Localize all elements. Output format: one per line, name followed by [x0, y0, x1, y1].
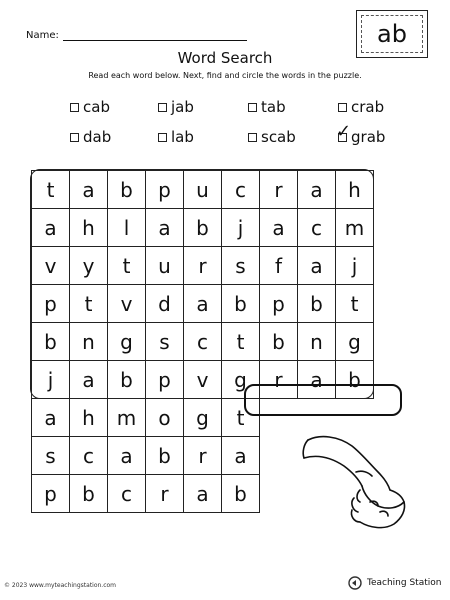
grid-cell[interactable]: g	[107, 322, 146, 361]
name-field[interactable]	[63, 30, 247, 41]
grid-cell[interactable]: a	[107, 436, 146, 475]
grid-cell[interactable]: p	[31, 474, 70, 513]
word-item-crab	[338, 98, 384, 116]
grid-cell[interactable]: c	[297, 208, 336, 247]
word-label: tab	[261, 98, 286, 116]
grid-cell[interactable]: u	[183, 170, 222, 209]
checkbox-scab[interactable]	[248, 133, 257, 142]
grid-cell[interactable]: b	[31, 322, 70, 361]
grid-cell[interactable]: y	[69, 246, 108, 285]
word-label: dab	[83, 128, 112, 146]
word-list	[0, 98, 450, 154]
grid-cell[interactable]: a	[145, 208, 184, 247]
name-label: Name:	[26, 30, 59, 41]
grid-cell[interactable]: m	[335, 208, 374, 247]
word-item-cab	[70, 98, 110, 116]
grid-cell[interactable]: n	[69, 322, 108, 361]
grid-cell[interactable]: a	[297, 246, 336, 285]
grid-cell[interactable]: g	[335, 322, 374, 361]
grid-cell[interactable]: c	[69, 436, 108, 475]
footer-copyright: © 2023 www.myteachingstation.com	[4, 582, 117, 589]
word-label: lab	[171, 128, 194, 146]
word-item-tab	[248, 98, 286, 116]
grid-cell[interactable]: b	[297, 284, 336, 323]
checkbox-grab[interactable]	[336, 120, 352, 142]
grid-cell[interactable]: r	[183, 436, 222, 475]
word-label: cab	[83, 98, 110, 116]
grid-cell[interactable]: g	[221, 360, 260, 399]
grid-cell[interactable]: j	[31, 360, 70, 399]
grid-cell[interactable]: p	[31, 284, 70, 323]
grid-cell[interactable]: r	[259, 360, 298, 399]
grid-cell[interactable]: b	[107, 170, 146, 209]
grid-cell[interactable]: m	[107, 398, 146, 437]
name-row	[26, 30, 247, 41]
circled-word-oval	[244, 384, 402, 416]
holding-hands-illustration	[298, 428, 418, 538]
grid-cell[interactable]: c	[107, 474, 146, 513]
grid-cell[interactable]: t	[69, 284, 108, 323]
grid-cell[interactable]: c	[183, 322, 222, 361]
grid-cell[interactable]: a	[259, 208, 298, 247]
grid-cell[interactable]: f	[259, 246, 298, 285]
grid-cell[interactable]: h	[335, 170, 374, 209]
grid-cell[interactable]: r	[183, 246, 222, 285]
grid-cell[interactable]: a	[297, 170, 336, 209]
grid-cell[interactable]: a	[297, 360, 336, 399]
word-label: jab	[171, 98, 194, 116]
grid-cell[interactable]: n	[297, 322, 336, 361]
grid-cell[interactable]: c	[221, 170, 260, 209]
instructions: Read each word below. Next, find and circle the words in the puzzle.	[88, 71, 362, 80]
teaching-station-logo-icon	[348, 576, 364, 590]
grid-cell[interactable]: a	[221, 436, 260, 475]
grid-cell[interactable]: r	[259, 170, 298, 209]
grid-cell[interactable]: g	[183, 398, 222, 437]
checkbox-lab[interactable]	[158, 133, 167, 142]
grid-cell[interactable]: t	[221, 322, 260, 361]
brand-name: Teaching Station	[367, 578, 442, 588]
checkbox-tab[interactable]	[248, 103, 257, 112]
grid-cell[interactable]: a	[183, 284, 222, 323]
checkbox-crab[interactable]	[338, 103, 347, 112]
word-item-grab	[336, 120, 386, 146]
grid-cell[interactable]: b	[183, 208, 222, 247]
grid-cell[interactable]: s	[221, 246, 260, 285]
grid-cell[interactable]: b	[221, 284, 260, 323]
grid-cell[interactable]: b	[335, 360, 374, 399]
checkbox-jab[interactable]	[158, 103, 167, 112]
grid-cell[interactable]: l	[107, 208, 146, 247]
page-title: Word Search	[177, 49, 273, 67]
word-item-scab	[248, 128, 296, 146]
grid-cell[interactable]: t	[221, 398, 260, 437]
grid-cell[interactable]: p	[145, 170, 184, 209]
word-item-dab	[70, 128, 111, 146]
checkbox-cab[interactable]	[70, 103, 79, 112]
grid-cell[interactable]: s	[31, 436, 70, 475]
grid-cell[interactable]: d	[145, 284, 184, 323]
grid-cell[interactable]: p	[259, 284, 298, 323]
grid-cell[interactable]: h	[69, 208, 108, 247]
grid-cell[interactable]: t	[335, 284, 374, 323]
checkbox-dab[interactable]	[70, 133, 79, 142]
grid-cell[interactable]: v	[31, 246, 70, 285]
grid-cell[interactable]: o	[145, 398, 184, 437]
grid-cell[interactable]: b	[145, 436, 184, 475]
grid-cell[interactable]: r	[145, 474, 184, 513]
grid-cell[interactable]: b	[69, 474, 108, 513]
grid-cell[interactable]: v	[107, 284, 146, 323]
grid-cell[interactable]: b	[221, 474, 260, 513]
word-label: grab	[351, 128, 386, 146]
grid-cell[interactable]: p	[145, 360, 184, 399]
word-item-jab	[158, 98, 194, 116]
word-label: crab	[351, 98, 385, 116]
grid-cell[interactable]: a	[69, 360, 108, 399]
grid-cell[interactable]: j	[335, 246, 374, 285]
footer-brand	[348, 576, 441, 590]
grid-cell[interactable]: h	[69, 398, 108, 437]
checkmark-icon: ✓	[336, 120, 352, 142]
grid-cell[interactable]: u	[145, 246, 184, 285]
grid-cell[interactable]: b	[259, 322, 298, 361]
badge-text: ab	[361, 15, 423, 53]
grid-cell[interactable]: b	[107, 360, 146, 399]
grid-cell[interactable]: a	[31, 398, 70, 437]
grid-cell[interactable]: j	[221, 208, 260, 247]
grid-cell[interactable]: a	[31, 208, 70, 247]
word-item-lab	[158, 128, 194, 146]
grid-cell[interactable]: v	[183, 360, 222, 399]
grid-cell[interactable]: s	[145, 322, 184, 361]
grid-cell[interactable]: t	[31, 170, 70, 209]
grid-cell[interactable]: a	[183, 474, 222, 513]
grid-cell[interactable]: t	[107, 246, 146, 285]
grid-cell[interactable]: a	[69, 170, 108, 209]
word-label: scab	[261, 128, 296, 146]
